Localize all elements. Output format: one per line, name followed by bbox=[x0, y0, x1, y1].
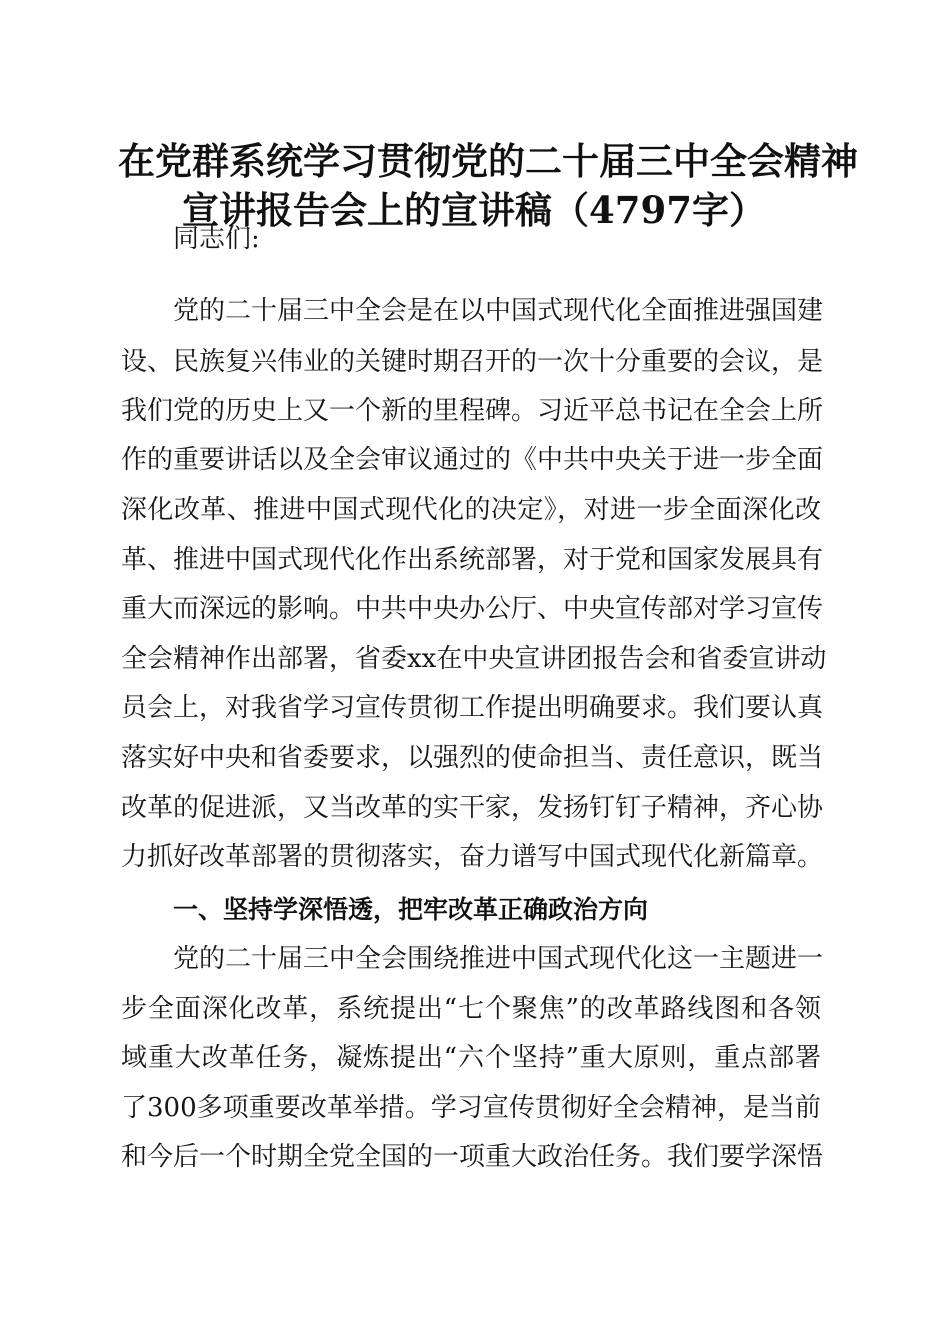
paragraph-line: 力抓好改革部署的贯彻落实，奋力谱写中国式现代化新篇章。 bbox=[121, 842, 824, 872]
paragraph-line: 作的重要讲话以及全会审议通过的《中共中央关于进一步全面 bbox=[121, 445, 824, 475]
paragraph-line: 落实好中央和省委要求，以强烈的使命担当、责任意识，既当 bbox=[121, 743, 824, 773]
salutation: 同志们: bbox=[173, 224, 260, 254]
paragraph-line: 步全面深化改革，系统提出“七个聚焦”的改革路线图和各领 bbox=[121, 994, 821, 1024]
paragraph-line: 改革的促进派，又当改革的实干家，发扬钉钉子精神，齐心协 bbox=[121, 793, 824, 823]
section-heading-1: 一、坚持学深悟透，把牢改革正确政治方向 bbox=[173, 895, 649, 924]
paragraph-line: 设、民族复兴伟业的关键时期召开的一次十分重要的会议，是 bbox=[121, 347, 824, 377]
paragraph-line: 我们党的历史上又一个新的里程碑。习近平总书记在全会上所 bbox=[121, 396, 824, 426]
paragraph-line: 重大而深远的影响。中共中央办公厅、中央宣传部对学习宣传 bbox=[121, 594, 824, 624]
paragraph-line: 党的二十届三中全会是在以中国式现代化全面推进强国建 bbox=[173, 296, 824, 326]
document-title-line-2: 宣讲报告会上的宣讲稿（4797字） bbox=[182, 188, 766, 232]
paragraph-line: 革、推进中国式现代化作出系统部署，对于党和国家发展具有 bbox=[121, 545, 824, 575]
paragraph-line: 党的二十届三中全会围绕推进中国式现代化这一主题进一 bbox=[173, 944, 824, 974]
paragraph-line: 全会精神作出部署，省委xx在中央宣讲团报告会和省委宣讲动 bbox=[121, 644, 827, 674]
paragraph-line: 和今后一个时期全党全国的一项重大政治任务。我们要学深悟 bbox=[121, 1142, 824, 1172]
paragraph-line: 员会上，对我省学习宣传贯彻工作提出明确要求。我们要认真 bbox=[121, 693, 824, 723]
paragraph-line: 深化改革、推进中国式现代化的决定》，对进一步全面深化改 bbox=[121, 495, 821, 525]
paragraph-line: 域重大改革任务，凝炼提出“六个坚持”重大原则，重点部署 bbox=[121, 1043, 821, 1073]
paragraph-line: 了300多项重要改革举措。学习宣传贯彻好全会精神，是当前 bbox=[121, 1093, 821, 1123]
document-title-line-1: 在党群系统学习贯彻党的二十届三中全会精神 bbox=[118, 139, 858, 183]
